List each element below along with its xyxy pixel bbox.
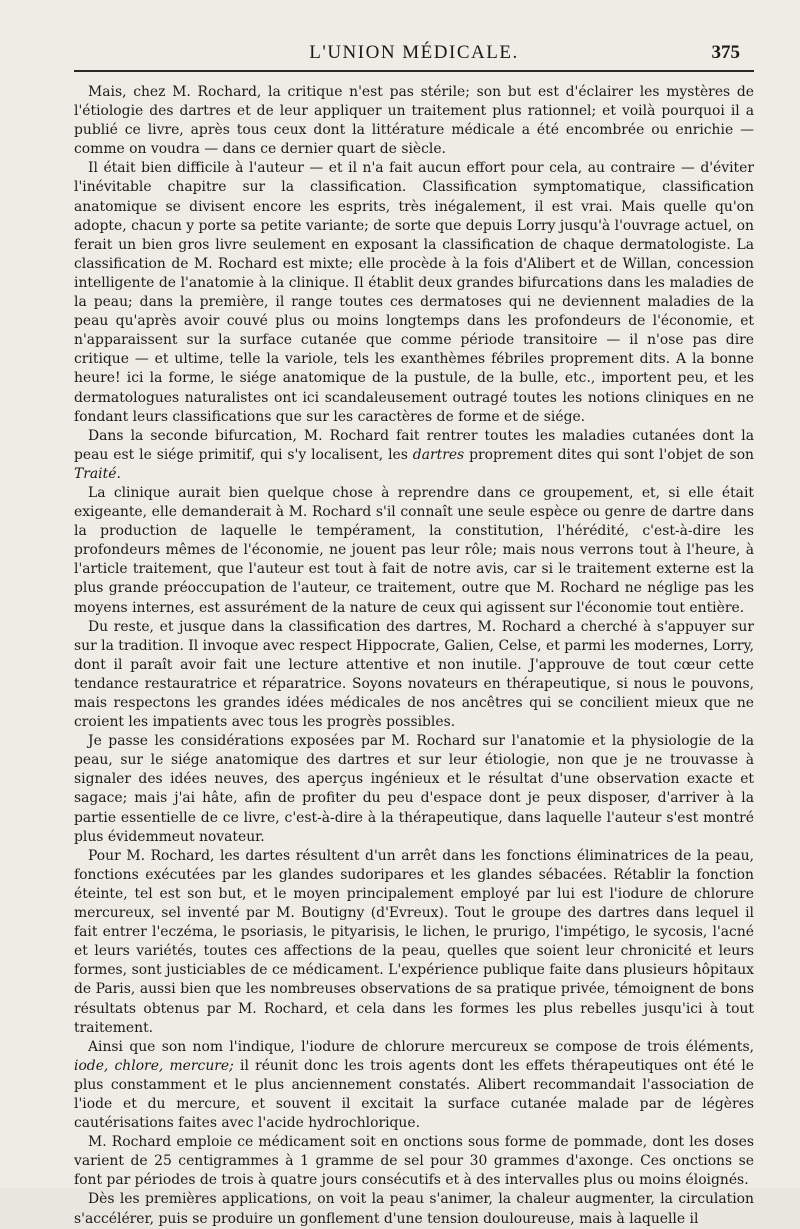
- emphasis-dartres: dartres: [412, 446, 465, 463]
- paragraph-9: M. Rochard emploie ce médicament soit en onctions sous forme de pommade, dont les doses varient de 25 centigrammes à 1 gramme de sel pour 30 grammes d'axonge. Ces onctions se font par périodes de trois à quatre jours consécutifs et à des intervalles plus ou moins éloignés.: [74, 1134, 754, 1189]
- paragraph-8-text-a: Ainsi que son nom l'indique, l'iodure de chlorure mercureux se compose de trois éléments,: [88, 1038, 754, 1055]
- emphasis-traite: Traité: [74, 465, 117, 482]
- paragraph-4: La clinique aurait bien quelque chose à reprendre dans ce groupement, et, si elle était exigeante, elle demanderait à M. Rochard s'il connaît une seule espèce ou genre de dartre dans la production de laquelle le tempérament, la constitution, l'hérédité, c'est-à-dire les profondeurs mêmes de l'économie, ne jouent pas leur rôle; mais nous verrons tout à l'heure, à l'article traitement, que l'auteur est tout à fait de notre avis, car si le traitement externe est la plus grande préoccupation de l'auteur, ce traitement, outre que M. Rochard ne néglige pas les moyens internes, est assurément de la nature de ceux qui agissent sur l'économie tout entière.: [74, 484, 754, 616]
- paragraph-8: [74, 1038, 754, 1133]
- paragraph-8-text-b: il réunit donc les trois agents dont les effets thérapeutiques ont été le plus constamment et le plus anciennement constatés. Alibert recommandait l'association de l'iode et du mercure, et souvent il excitait la surface cutanée malade par de légères cautérisations faites avec l'acide hydrochlorique.: [74, 1057, 754, 1132]
- header-rule: [74, 70, 754, 72]
- paragraph-3: [74, 427, 754, 484]
- paragraph-10: Dès les premières applications, on voit la peau s'animer, la chaleur augmenter, la circulation s'accélérer, puis se produire un gonflement d'une tension douloureuse, mais à laquelle il: [74, 1191, 754, 1227]
- paragraph-3-text-b: proprement dites qui sont l'objet de son: [464, 446, 754, 463]
- paragraph-5: Du reste, et jusque dans la classification des dartres, M. Rochard a cherché à s'appuyer sur sur la tradition. Il invoque avec respect Hippocrate, Galien, Celse, et parmi les modernes, Lorry, dont il paraît avoir fait une lecture attentive et non inutile. J'approuve de tout cœur cette tendance restauratrice et réparatrice. Soyons novateurs en thérapeutique, si nous le pouvons, mais respectons les grandes idées médicales de nos ancêtres qui se concilient mieux que ne croient les impatients avec tous les progrès possibles.: [74, 618, 754, 731]
- page-number: 375: [711, 42, 740, 63]
- paragraph-1: Mais, chez M. Rochard, la critique n'est pas stérile; son but est d'éclairer les mystères de l'étiologie des dartres et de leur appliquer un traitement plus rationnel; et voilà pourquoi il a publié ce livre, après tous ceux dont la littérature médicale a été encombrée ou enrichie — comme on voudra — dans ce dernier quart de siècle.: [74, 84, 754, 158]
- paragraph-3-text-a: Dans la seconde bifurcation, M. Rochard fait rentrer toutes les maladies cutanées dont la peau est le siége primitif, qui s'y localisent, les: [74, 427, 754, 463]
- paragraph-2: Il était bien difficile à l'auteur — et il n'a fait aucun effort pour cela, au contraire — d'éviter l'inévitable chapitre sur la classification. Classification symptomatique, classification anatomique se divisent encore les esprits, très inégalement, il est vrai. Mais quelle qu'on adopte, chacun y porte sa petite variante; de sorte que depuis Lorry jusqu'à l'ouvrage actuel, on ferait un bien gros livre seulement en exposant la classification de chaque dermatologiste. La classification de M. Rochard est mixte; elle procède à la fois d'Alibert et de Willan, concession intelligente de l'anatomie à la clinique. Il établit deux grandes bifurcations dans les maladies de la peau; dans la première, il range toutes ces dermatoses qui ne deviennent maladies de la peau qu'après avoir couvé plus ou moins longtemps dans les profondeurs de l'économie, et n'apparaissent sur la surface cutanée que comme période transitoire — il n'ose pas dire critique — et ultime, telle la variole, tels les exanthèmes fébriles proprement dits. A la bonne heure! ici la forme, le siége anatomique de la pustule, de la bulle, etc., importent peu, et les dermatologues naturalistes ont ici scandaleusement outragé toutes les notions cliniques en ne fondant leurs classifications que sur les caractères de forme et de siége.: [74, 160, 754, 425]
- article-body: [74, 83, 754, 1229]
- paragraph-6: Je passe les considérations exposées par M. Rochard sur l'anatomie et la physiologie de la peau, sur le siége anatomique des dartres et sur leur étiologie, non que je ne trouvasse à signaler des idées neuves, des aperçus ingénieux et le résultat d'une observation exacte et sagace; mais j'ai hâte, afin de profiter du peu d'espace dont je peux disposer, d'arriver à la partie essentielle de ce livre, c'est-à-dire à la thérapeutique, dans laquelle l'auteur s'est montré plus évidemmeut novateur.: [74, 733, 754, 845]
- paragraph-3-text-c: .: [116, 465, 121, 482]
- page-header: [74, 40, 754, 66]
- paragraph-7: Pour M. Rochard, les dartes résultent d'un arrêt dans les fonctions éliminatrices de la peau, fonctions exécutées par les glandes sudoripares et les glandes sébacées. Rétablir la fonction éteinte, tel est son but, et le moyen principalement employé par lui est l'iodure de chlorure mercureux, sel inventé par M. Boutigny (d'Evreux). Tout le groupe des dartres dans lequel il fait entrer l'eczéma, le psoriasis, le pityarisis, le lichen, le prurigo, l'impétigo, le sycosis, l'acné et leurs variétés, toutes ces affections de la peau, quelles que soient leur chronicité et leurs formes, sont justiciables de ce médicament. L'expérience publique faite dans plusieurs hôpitaux de Paris, aussi bien que les nombreuses observations de sa pratique privée, témoignent de bons résultats obtenus par M. Rochard, et cela dans les formes les plus rebelles jusqu'ici à tout traitement.: [74, 847, 754, 1036]
- running-title: L'UNION MÉDICALE.: [309, 42, 519, 63]
- emphasis-elements: iode, chlore, mercure;: [74, 1057, 234, 1074]
